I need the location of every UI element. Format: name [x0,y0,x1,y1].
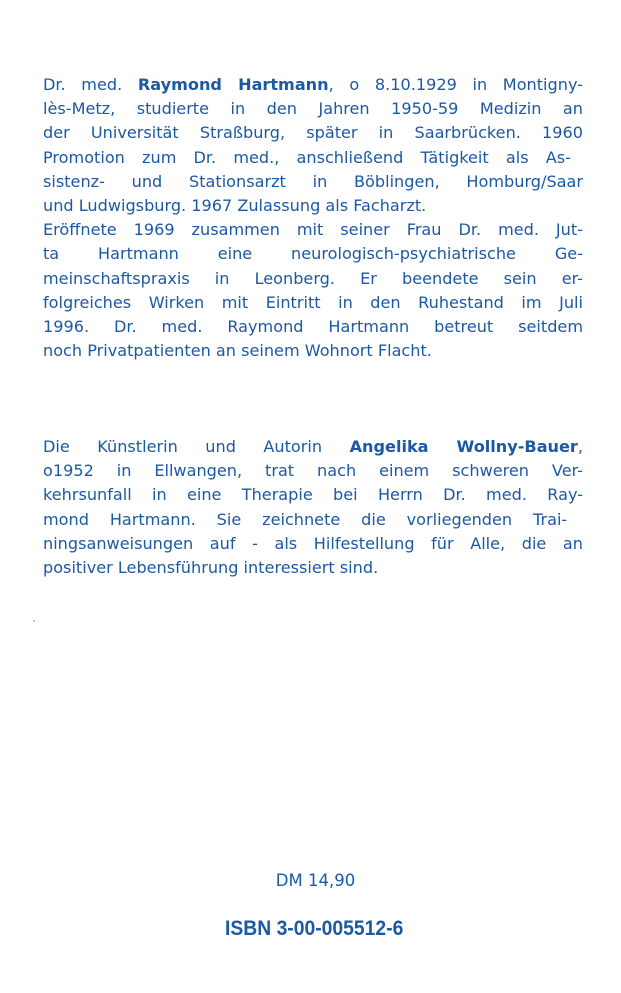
author-bio-hartmann [43,73,583,363]
bio-line: noch Privatpatienten an seinem Wohnort Flacht. [43,341,432,361]
bio-line: der Universität Straßburg, später in Saarbrücken. 1960 [43,123,583,143]
bio-line: meinschaftspraxis in Leonberg. Er beendete sein er- [43,268,583,288]
bio-line: lès-Metz, studierte in den Jahren 1950-59 Medizin an [43,99,583,119]
author-name-hartmann: Raymond Hartmann [137,75,329,94]
author-name-wollny-bauer: Angelika Wollny-Bauer [349,437,578,456]
bio-line: Dr. med. Raymond Hartmann, o 8.10.1929 in Montigny- [43,75,583,94]
bio-line: Die Künstlerin und Autorin Angelika Wollny-Bauer, [43,437,583,456]
bio-line: kehrsunfall in eine Therapie bei Herrn Dr. med. Ray- [43,485,583,505]
bio-line: positiver Lebensführung interessiert sind. [43,557,379,577]
bio-line: und Ludwigsburg. 1967 Zulassung als Facharzt. [43,195,427,215]
bio-line: ningsanweisungen auf - als Hilfestellung für Alle, die an [43,533,583,553]
bio-line: o1952 in Ellwangen, trat nach einem schweren Ver- [43,461,583,481]
bio-line: folgreiches Wirken mit Eintritt in den Ruhestand im Juli [43,292,583,312]
bio-line: sistenz- und Stationsarzt in Böblingen, Homburg/Saar [43,171,583,191]
bio-line: 1996. Dr. med. Raymond Hartmann betreut seitdem [43,316,583,336]
bio-line: Promotion zum Dr. med., anschließend Tätigkeit als As- [43,147,571,167]
bio-line: mond Hartmann. Sie zeichnete die vorliegenden Trai- [43,509,568,529]
price-label: DM 14,90 [275,871,356,890]
bio-line: Eröffnete 1969 zusammen mit seiner Frau Dr. med. Jut- [43,220,583,240]
author-bio-wollny-bauer [43,435,583,580]
print-speck [33,620,35,622]
isbn-label: ISBN 3-00-005512-6 [225,917,404,940]
bio-line: ta Hartmann eine neurologisch-psychiatrische Ge- [43,244,583,264]
